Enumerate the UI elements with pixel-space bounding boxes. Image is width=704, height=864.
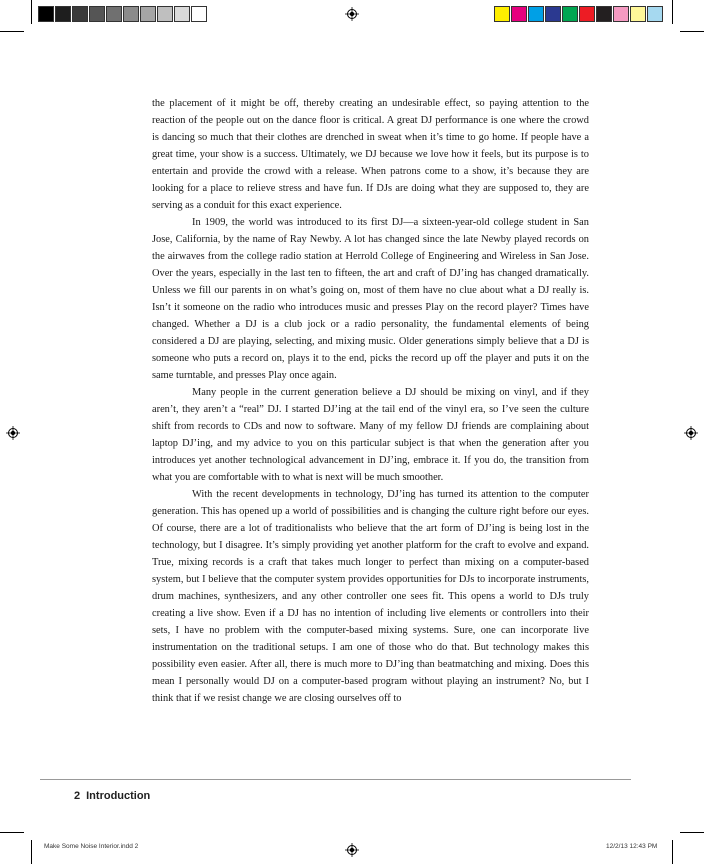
color-swatch-10 — [647, 6, 663, 22]
color-swatch-2 — [511, 6, 527, 22]
color-swatch-4 — [545, 6, 561, 22]
gray-swatch-10 — [191, 6, 207, 22]
color-swatch-6 — [579, 6, 595, 22]
crop-mark-top-right-h — [680, 31, 704, 32]
registration-mark-left-icon — [6, 426, 20, 440]
crop-mark-bottom-left-h — [0, 832, 24, 833]
crop-mark-bottom-right-h — [680, 832, 704, 833]
paragraph-4: With the recent developments in technology, DJ’ing has turned its attention to the computer generation. This has opened up a world of possibilities and is changing the culture right before our eyes. Of course, there are a lot of traditionalists who believe that the art form of DJ’ing is being lost in the technology, but I disagree. It’s simply providing yet another platform for the craft to evolve and expand. True, mixing records is a craft that takes much longer to perfect than mixing on a computer-based system, but I believe that the computer system provides opportunities for DJs to incorporate instruments, drum machines, synthesizers, and any other controller one sees fit. This opens a world to DJs truly creating a live show. Even if a DJ has no intention of including live elements or controllers into their sets, I have no problem with the computer-based mixing systems. Sure, one can incorporate live instrumentation on the traditional setups. I am one of those who do that. But technology makes this possibility even easier. After all, there is much more to DJ’ing than beatmatching and mixing. Does this mean I personally would DJ on a computer-based program without playing an instrument? No, but I think that if we resist change we are closing ourselves off to — [152, 489, 589, 704]
crop-mark-bottom-left-v — [31, 840, 32, 864]
gray-swatch-6 — [123, 6, 139, 22]
color-swatch-5 — [562, 6, 578, 22]
gray-swatch-3 — [72, 6, 88, 22]
registration-mark-bottom-icon — [345, 843, 359, 857]
body-text — [152, 95, 589, 707]
running-footer — [74, 790, 156, 802]
paragraph-3: Many people in the current generation believe a DJ should be mixing on vinyl, and if they aren’t, they aren’t a “real” DJ. I started DJ’ing at the tail end of the vinyl era, so I’ve seen the culture shift from records to CDs and now to software. Many of my fellow DJ friends are complaining about laptop DJ’ing, and my advice to you on this particular subject is that when the generation after you introduces yet another technological advancement in DJ’ing, embrace it. If you do, the transition from what you are comfortable with to what is next will be much smoother. — [152, 387, 589, 483]
slug-filename: Make Some Noise Interior.indd 2 — [44, 843, 139, 850]
gray-swatch-5 — [106, 6, 122, 22]
crop-mark-top-right-v — [672, 0, 673, 24]
gray-swatch-8 — [157, 6, 173, 22]
gray-swatch-1 — [38, 6, 54, 22]
crop-mark-top-left-v — [31, 0, 32, 24]
color-swatch-8 — [613, 6, 629, 22]
footer-rule — [40, 779, 631, 780]
gray-swatch-2 — [55, 6, 71, 22]
color-swatch-1 — [494, 6, 510, 22]
registration-mark-right-icon — [684, 426, 698, 440]
grayscale-color-bar — [38, 6, 208, 22]
color-swatch-7 — [596, 6, 612, 22]
crop-mark-bottom-right-v — [672, 840, 673, 864]
gray-swatch-9 — [174, 6, 190, 22]
gray-swatch-7 — [140, 6, 156, 22]
page-number: 2 — [74, 790, 81, 802]
registration-mark-top-icon — [345, 7, 359, 21]
crop-mark-top-left-h — [0, 31, 24, 32]
paragraph-1: the placement of it might be off, thereby creating an undesirable effect, so paying attention to the reaction of the people out on the dance floor is critical. A great DJ performance is one where the crowd is dancing so much that their clothes are drenched in sweat when it’s time to go home. If people have a great time, your show is a success. Ultimately, we DJ because we love how it feels, but its purpose is to entertain and provide the crowd with a release. When patrons come to a show, it’s because they are looking for a place to relieve stress and have fun. If DJs are doing what they are supposed to, they are serving as a conduit for this exact experience. — [152, 98, 589, 211]
section-title: Introduction — [86, 790, 151, 802]
color-swatch-3 — [528, 6, 544, 22]
gray-swatch-4 — [89, 6, 105, 22]
paragraph-2: In 1909, the world was introduced to its first DJ—a sixteen-year-old college student in San Jose, California, by the name of Ray Newby. A lot has changed since the late Newby played records on the airwaves from the college radio station at Herrold College of Engineering and Wireless in San Jose. Over the years, especially in the last ten to fifteen, the art and craft of DJ’ing has changed dramatically. Unless we fill our parents in on what’s going on, most of them have no clue about what a DJ really is. Isn’t it someone on the radio who introduces music and presses Play on the record player? Times have changed. Whether a DJ is a club jock or a radio personality, the fundamental elements of being considered a DJ are playing, selecting, and mixing music. Older generations simply believe that a DJ is someone who puts a record on, plays it to the end, picks the record up off the player and puts it on the same turntable, and presses Play once again. — [152, 217, 589, 381]
color-swatch-9 — [630, 6, 646, 22]
slug-timestamp: 12/2/13 12:43 PM — [606, 843, 658, 850]
process-color-bar — [494, 6, 664, 22]
